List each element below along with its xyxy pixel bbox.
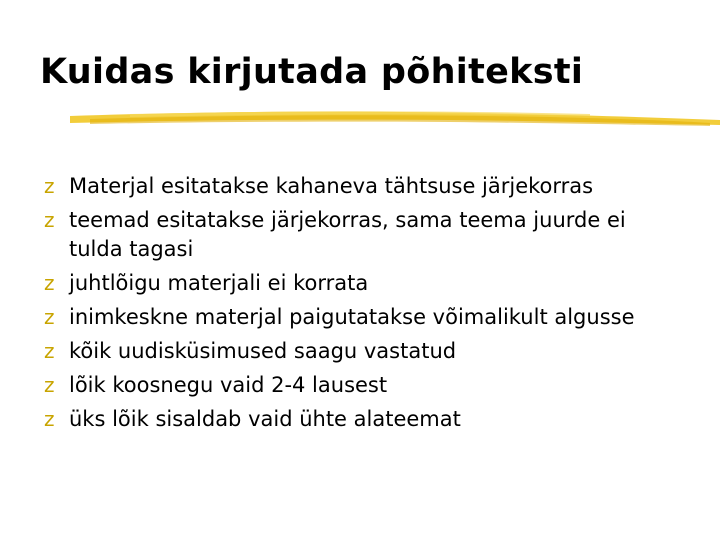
bullet-z-icon: z: [44, 373, 55, 397]
bullet-z-icon: z: [44, 339, 55, 363]
bullet-list: [44, 172, 684, 439]
bullet-text: üks lõik sisaldab vaid ühte alateemat: [69, 407, 461, 431]
bullet-text: lõik koosnegu vaid 2-4 lausest: [69, 373, 388, 397]
bullet-z-icon: z: [44, 271, 55, 295]
bullet-z-icon: z: [44, 174, 55, 198]
list-item: [44, 371, 684, 400]
bullet-z-icon: z: [44, 305, 55, 329]
bullet-text: Materjal esitatakse kahaneva tähtsuse järjekorras: [69, 174, 594, 198]
bullet-text: juhtlõigu materjali ei korrata: [69, 271, 369, 295]
list-item: [44, 172, 684, 201]
list-item: [44, 206, 684, 264]
list-item: [44, 337, 684, 366]
title-underline-brushstroke: [70, 104, 720, 134]
bullet-text: kõik uudisküsimused saagu vastatud: [69, 339, 457, 363]
list-item: [44, 303, 684, 332]
bullet-z-icon: z: [44, 208, 55, 232]
list-item: [44, 269, 684, 298]
list-item: [44, 405, 684, 434]
bullet-text: inimkeskne materjal paigutatakse võimalikult algusse: [69, 305, 635, 329]
bullet-z-icon: z: [44, 407, 55, 431]
bullet-text: teemad esitatakse järjekorras, sama teema juurde ei tulda tagasi: [69, 208, 626, 261]
slide-title: Kuidas kirjutada põhiteksti: [40, 52, 584, 92]
